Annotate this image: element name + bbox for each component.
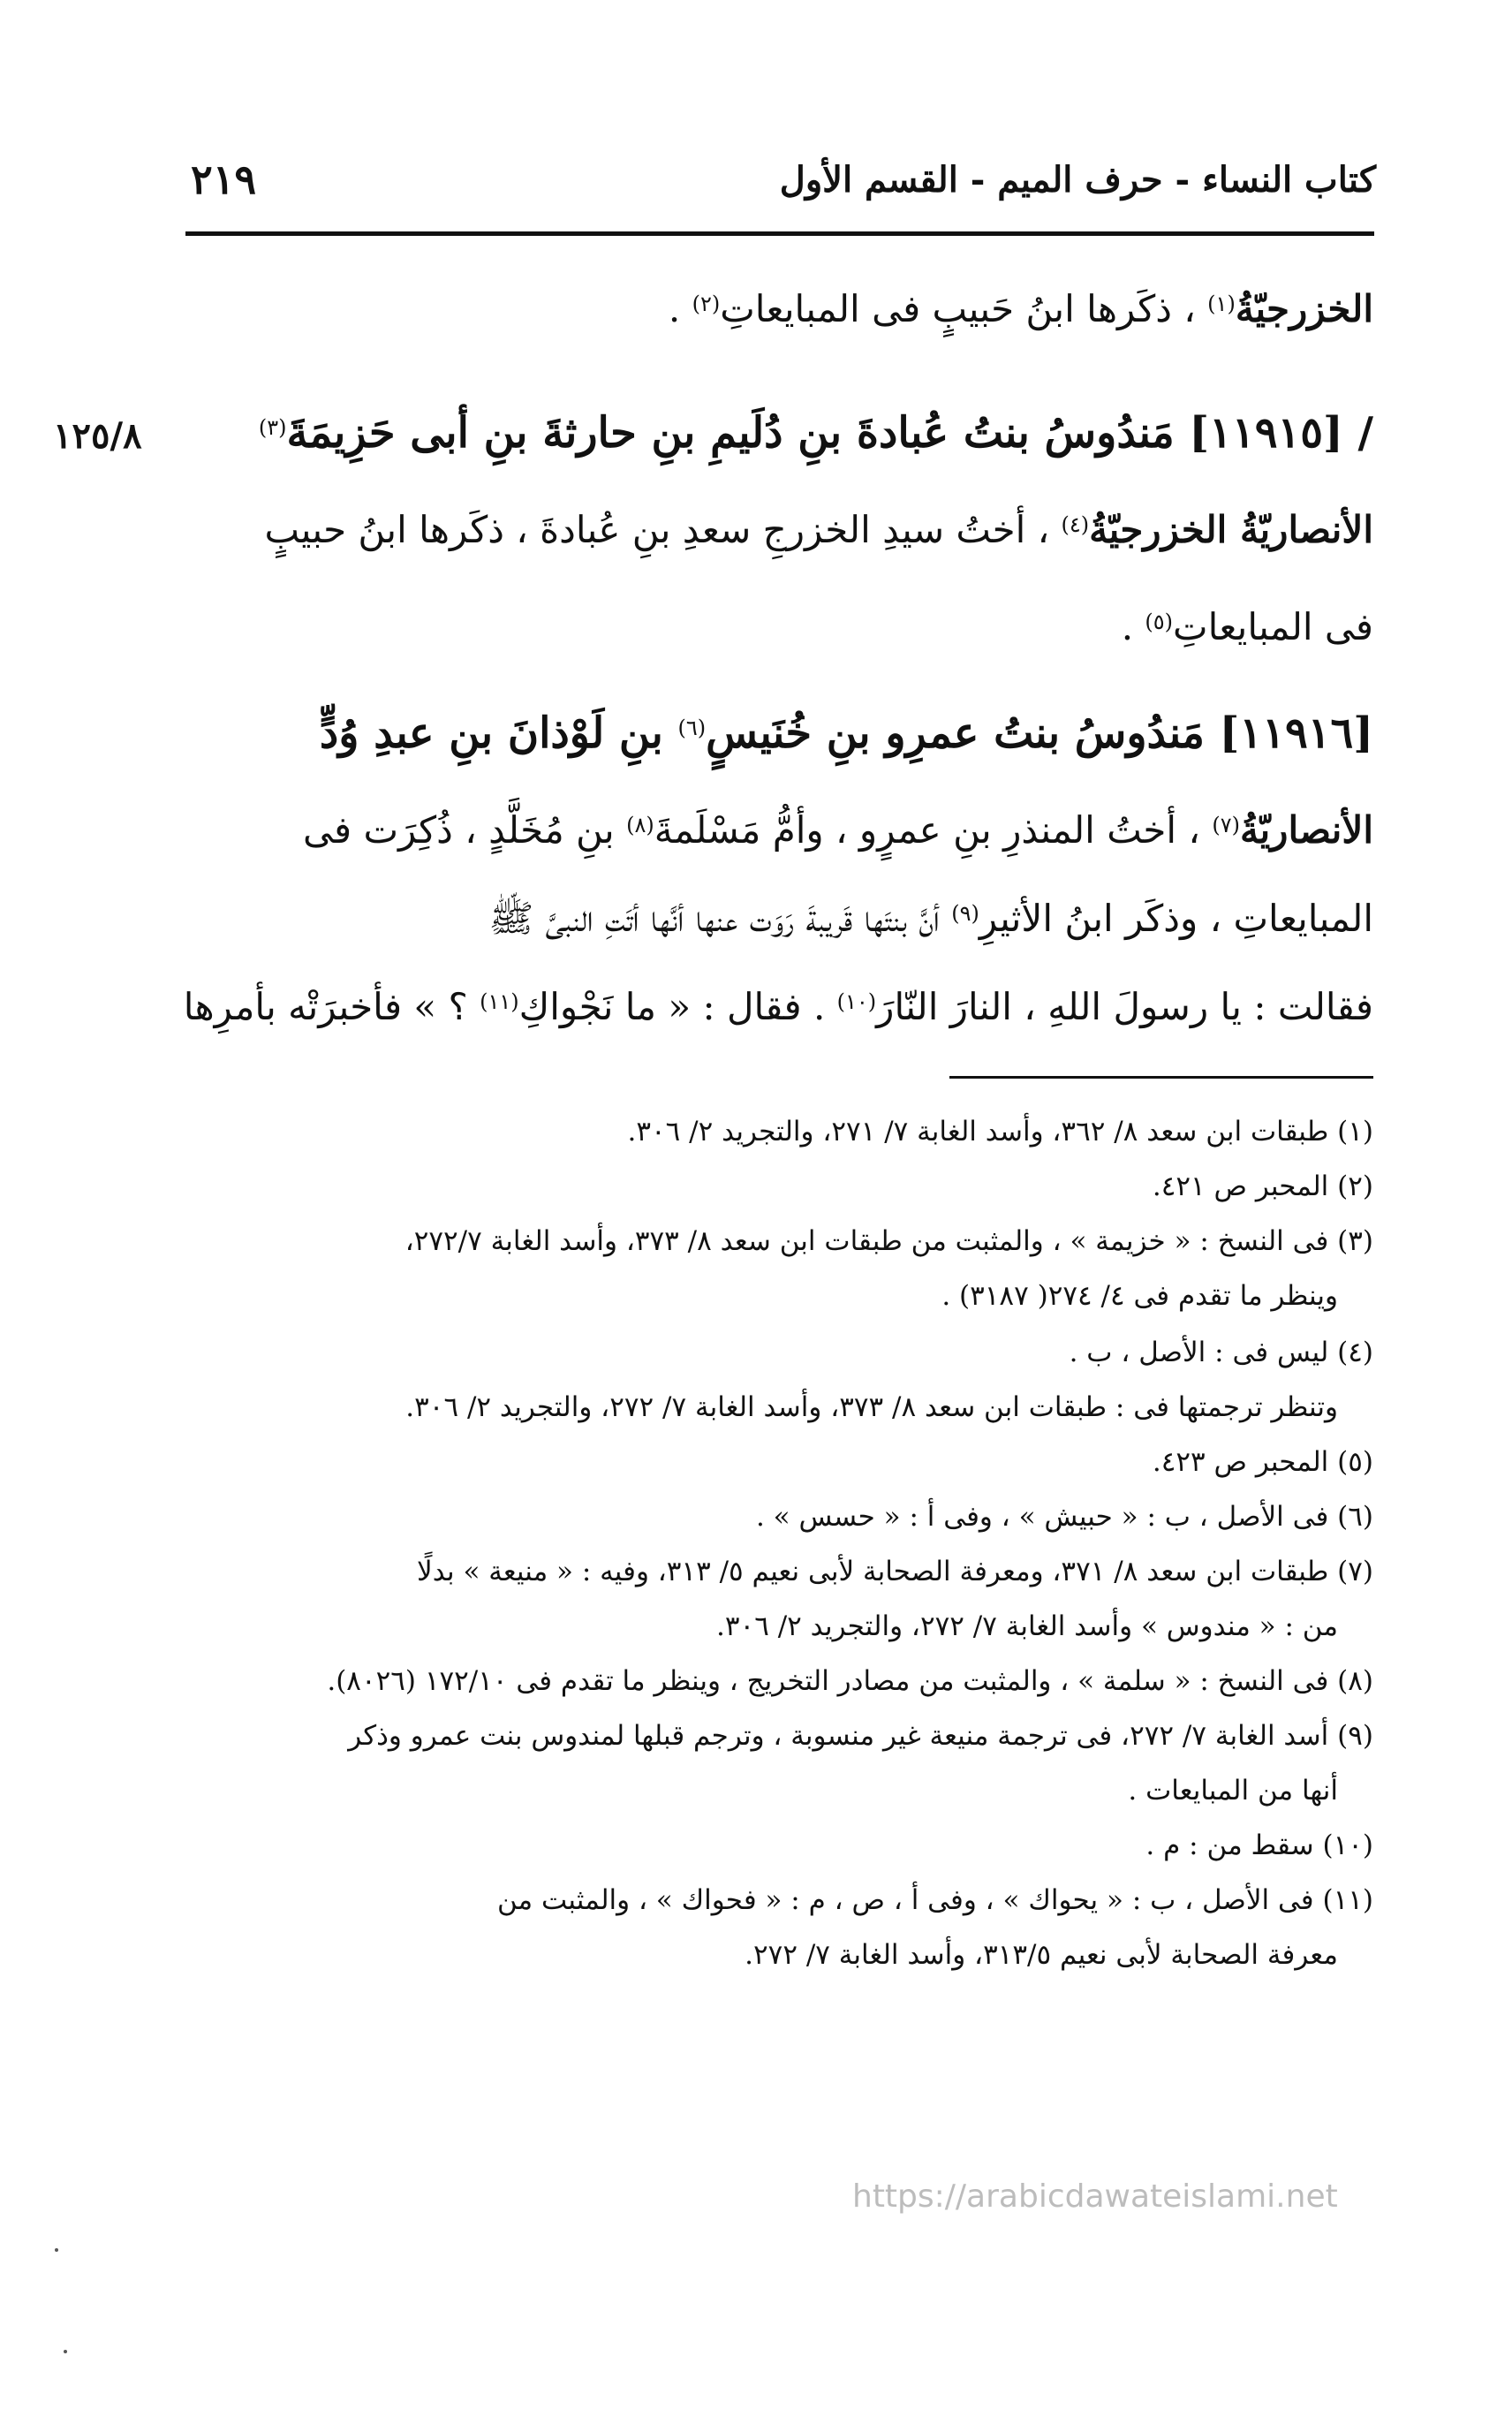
text-segment: فقالت : يا رسولَ اللهِ ، النارَ النّارَ	[876, 985, 1373, 1028]
footnote-marker: (٦)	[677, 716, 707, 740]
text-segment: ، أختُ المنذرِ بنِ عمرٍو ، وأمُّ مَسْلَمةَ	[654, 808, 1213, 852]
watermark: https://arabicdawateislami.net	[852, 2178, 1338, 2215]
footnote: (١) طبقات ابن سعد ٨/ ٣٦٢، وأسد الغابة ٧/ ٢٧١، والتجريد ٢/ ٣٠٦.	[627, 1116, 1373, 1148]
text-segment: فى المبايعاتِ	[1173, 605, 1373, 648]
footnote-marker: (١٠)	[836, 989, 877, 1014]
text-line	[159, 504, 1373, 557]
entry-title: / [١١٩١٥] مَندُوسُ بنتُ عُبادةَ بنِ دُلَيمِ بنِ حارثةَ بنِ أبى حَزِيمَةَ	[286, 408, 1373, 458]
text-segment: .	[1121, 605, 1145, 648]
footnote-rule	[949, 1076, 1373, 1079]
text-line	[159, 892, 1373, 945]
text-segment: بنِ مُخَلَّدٍ ، ذُكِرَت فى	[303, 808, 627, 852]
entry-title-cont: بنِ لَوْذانَ بنِ عبدِ وُدٍّ	[319, 708, 678, 758]
text-line	[159, 804, 1373, 857]
footnote: (٩) أسد الغابة ٧/ ٢٧٢، فى ترجمة منيعة غير منسوبة ، وترجم قبلها لمندوس بنت عمرو وذكر	[348, 1720, 1373, 1752]
text-segment: الأنصاريّةُ الخزرجيّةُ	[1089, 508, 1373, 551]
footnote: (٨) فى النسخ : « سلمة » ، والمثبت من مصادر التخريج ، وينظر ما تقدم فى ١٧٢/١٠ (٨٠٢٦).	[327, 1665, 1373, 1697]
footnote-marker: (١)	[1207, 292, 1236, 316]
scan-speck	[64, 2350, 67, 2353]
footnote-marker: (٨)	[626, 813, 654, 837]
scan-speck	[55, 2248, 58, 2252]
text-segment: .	[668, 287, 692, 330]
footnote-marker: (٧)	[1212, 813, 1240, 837]
footnote: (٦) فى الأصل ، ب : « حبيش » ، وفى أ : « حسس » .	[755, 1501, 1373, 1533]
entry-heading	[159, 406, 1373, 461]
footnote: (٧) طبقات ابن سعد ٨/ ٣٧١، ومعرفة الصحابة لأبى نعيم ٥/ ٣١٣، وفيه : « منيعة » بدلًا	[417, 1556, 1373, 1587]
text-segment: ؟ » فأخبرَتْه بأمرِها	[183, 985, 480, 1028]
footnote-continuation: وينظر ما تقدم فى ٤/ ٢٧٤( ٣١٨٧) .	[941, 1280, 1338, 1312]
footnote: (٤) ليس فى : الأصل ، ب .	[1069, 1337, 1373, 1368]
text-segment: الخزرجيّةُ	[1235, 287, 1373, 330]
text-segment: المبايعاتِ ، وذكَر ابنُ الأثيرِ	[979, 897, 1373, 940]
text-segment: ، أختُ سيدِ الخزرجِ سعدِ بنِ عُبادةَ ، ذكَرها ابنُ حبيبٍ	[264, 508, 1062, 551]
text-line	[159, 601, 1373, 654]
footnote: (٣) فى النسخ : « خزيمة » ، والمثبت من طبقات ابن سعد ٨/ ٣٧٣، وأسد الغابة ٢٧٢/٧،	[404, 1225, 1373, 1257]
footnote-marker: (٥)	[1145, 610, 1174, 634]
margin-reference: ١٢٥/٨	[53, 415, 142, 457]
text-line	[159, 981, 1373, 1034]
footnote-marker: (٢)	[692, 292, 721, 316]
text-line	[159, 283, 1373, 336]
entry-title: [١١٩١٦] مَندُوسُ بنتُ عمرِو بنِ خُنَيسٍ	[706, 708, 1373, 758]
footnote-continuation: من : « مندوس » وأسد الغابة ٧/ ٢٧٢، والتجريد ٢/ ٣٠٦.	[716, 1610, 1338, 1642]
page-number: ٢١٩	[191, 155, 257, 203]
footnote-continuation: وتنظر ترجمتها فى : طبقات ابن سعد ٨/ ٣٧٣، وأسد الغابة ٧/ ٢٧٢، والتجريد ٢/ ٣٠٦.	[405, 1391, 1338, 1423]
page-header	[184, 155, 1376, 226]
footnote-marker: (٤)	[1061, 512, 1090, 537]
text-segment: ، ذكَرها ابنُ حَبيبٍ فى المبايعاتِ	[720, 287, 1208, 330]
footnote: (١١) فى الأصل ، ب : « يحواك » ، وفى أ ، ص ، م : « فحواك » ، والمثبت من	[496, 1884, 1373, 1916]
footnote: (٢) المحبر ص ٤٢١.	[1152, 1170, 1373, 1202]
footnote-continuation: معرفة الصحابة لأبى نعيم ٣١٣/٥، وأسد الغابة ٧/ ٢٧٢.	[745, 1939, 1338, 1971]
text-segment: الأنصاريّةُ	[1239, 808, 1373, 852]
footnote: (٥) المحبر ص ٤٢٣.	[1152, 1446, 1373, 1478]
footnote-marker: (٩)	[951, 901, 979, 926]
text-segment: . فقال : « ما نَجْواكِ	[518, 985, 837, 1028]
text-segment: أنَّ بنتَها قَريبةَ رَوَت عنها أنَّها أتَتِ النبىَّ ﷺ	[488, 897, 952, 940]
footnote-continuation: أنها من المبايعات .	[1128, 1775, 1338, 1807]
running-title: كتاب النساء - حرف الميم - القسم الأول	[779, 159, 1376, 201]
footnote-marker: (٣)	[258, 415, 287, 440]
entry-heading	[159, 707, 1373, 761]
footnote: (١٠) سقط من : م .	[1145, 1829, 1373, 1861]
header-rule	[185, 231, 1374, 236]
footnote-marker: (١١)	[480, 989, 519, 1014]
